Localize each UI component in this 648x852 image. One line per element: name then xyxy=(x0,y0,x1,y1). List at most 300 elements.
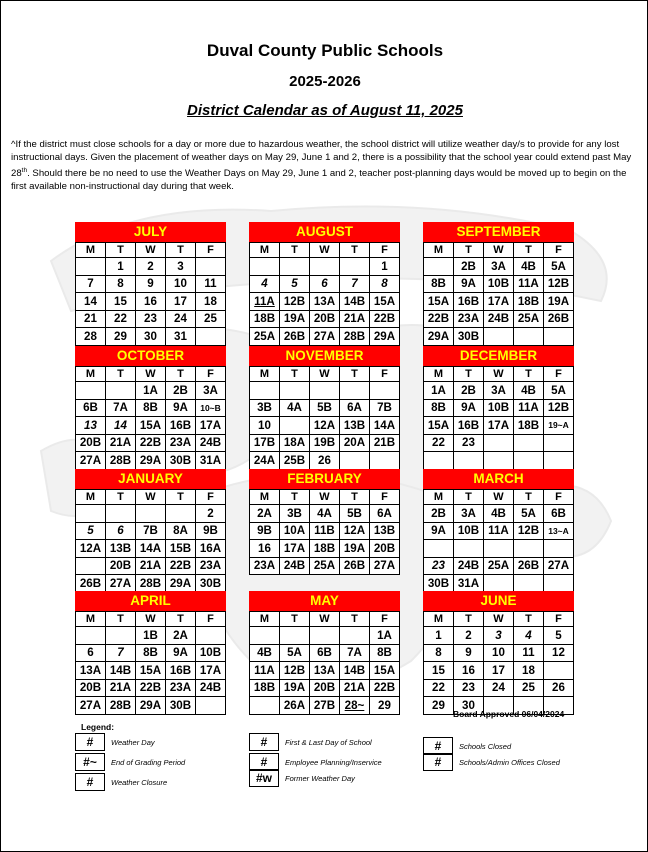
day-cell: 9A xyxy=(454,275,484,293)
day-cell: 18B xyxy=(514,293,544,311)
day-cell: 15A xyxy=(424,293,454,311)
day-cell: 28B xyxy=(136,575,166,593)
day-cell: 10B xyxy=(484,399,514,417)
month-september xyxy=(423,222,574,346)
day-cell: 12B xyxy=(280,293,310,311)
day-cell: 12 xyxy=(544,644,574,662)
week-row xyxy=(424,452,574,470)
week-row xyxy=(424,505,574,523)
day-cell: 20A xyxy=(340,434,370,452)
day-cell: 19A xyxy=(340,540,370,558)
week-row xyxy=(250,258,400,276)
weekday-label: W xyxy=(484,243,514,258)
week-row xyxy=(250,679,400,697)
day-cell: 11A xyxy=(484,522,514,540)
day-cell: 3B xyxy=(250,399,280,417)
legend-swatch: #w xyxy=(249,769,279,787)
day-cell: 24 xyxy=(166,310,196,328)
weekday-label: F xyxy=(196,367,226,382)
empty-cell xyxy=(310,258,340,276)
month-table xyxy=(75,366,226,470)
month-title: NOVEMBER xyxy=(249,346,400,366)
week-row xyxy=(250,522,400,540)
day-cell: 9A xyxy=(454,399,484,417)
day-cell: 27A xyxy=(76,452,106,470)
day-cell: 4A xyxy=(280,399,310,417)
legend-label: Weather Day xyxy=(111,737,155,747)
day-cell: 26B xyxy=(544,310,574,328)
day-cell: 22B xyxy=(424,310,454,328)
day-cell: 15 xyxy=(106,293,136,311)
weekday-label: T xyxy=(514,367,544,382)
weekday-label: W xyxy=(310,612,340,627)
day-cell: 17A xyxy=(196,417,226,435)
month-title: AUGUST xyxy=(249,222,400,242)
day-cell: 13A xyxy=(310,662,340,680)
week-row xyxy=(250,434,400,452)
week-row xyxy=(250,452,400,470)
weekday-label: T xyxy=(280,612,310,627)
day-cell: 30 xyxy=(454,697,484,715)
day-cell: 12B xyxy=(544,275,574,293)
month-table xyxy=(249,242,400,346)
day-cell: 16 xyxy=(136,293,166,311)
day-cell: 2 xyxy=(454,627,484,645)
month-title: FEBRUARY xyxy=(249,469,400,489)
day-cell: 30 xyxy=(454,452,484,470)
day-cell: 19B xyxy=(310,434,340,452)
day-cell: 10B xyxy=(196,644,226,662)
day-cell: 24B xyxy=(196,679,226,697)
weekday-label: T xyxy=(280,490,310,505)
week-row xyxy=(76,540,226,558)
weekday-label: T xyxy=(340,612,370,627)
weekday-label: W xyxy=(136,490,166,505)
weekday-label: W xyxy=(310,243,340,258)
day-cell: 28 xyxy=(370,452,400,470)
day-cell: 3A xyxy=(484,382,514,400)
weekday-label: T xyxy=(166,367,196,382)
week-row xyxy=(424,679,574,697)
day-cell: 17A xyxy=(196,662,226,680)
month-table xyxy=(75,611,226,715)
day-cell: 16A xyxy=(196,540,226,558)
empty-cell xyxy=(76,505,106,523)
note-superscript: th xyxy=(21,167,28,174)
week-row xyxy=(424,522,574,540)
day-cell: 21A xyxy=(136,557,166,575)
weekday-header-row xyxy=(76,490,226,505)
day-cell: 1 xyxy=(166,505,196,523)
day-cell: 26 xyxy=(310,452,340,470)
legend-item xyxy=(249,769,355,787)
week-row xyxy=(424,417,574,435)
week-row xyxy=(76,557,226,575)
day-cell: 18 xyxy=(514,662,544,680)
day-cell: 19A xyxy=(544,293,574,311)
legend-label: Schools/Admin Offices Closed xyxy=(459,757,560,767)
day-cell: 27A xyxy=(106,575,136,593)
day-cell: 4B xyxy=(250,644,280,662)
weekday-label: F xyxy=(370,612,400,627)
legend-swatch: # xyxy=(75,773,105,791)
day-cell: 19A xyxy=(280,310,310,328)
day-cell: 23 xyxy=(136,310,166,328)
month-february xyxy=(249,469,400,575)
day-cell: 21A xyxy=(340,679,370,697)
empty-cell xyxy=(544,328,574,346)
day-cell: 22B xyxy=(136,679,166,697)
weekday-label: M xyxy=(250,367,280,382)
day-cell: 17A xyxy=(484,417,514,435)
day-cell: 6 xyxy=(76,644,106,662)
day-cell: 18B xyxy=(514,417,544,435)
day-cell: 23 xyxy=(454,679,484,697)
week-row xyxy=(424,328,574,346)
empty-cell xyxy=(514,452,544,470)
empty-cell xyxy=(544,452,574,470)
day-cell: 4B xyxy=(514,258,544,276)
day-cell: 23 xyxy=(424,557,454,575)
day-cell: 11A xyxy=(514,399,544,417)
week-row xyxy=(424,644,574,662)
day-cell: 16 xyxy=(454,662,484,680)
day-cell: 30B xyxy=(166,697,196,715)
day-cell: 11B xyxy=(310,522,340,540)
legend-swatch: # xyxy=(249,733,279,751)
day-cell: 1A xyxy=(370,627,400,645)
day-cell: 5A xyxy=(544,258,574,276)
day-cell: 24 xyxy=(484,679,514,697)
day-cell: 5B xyxy=(310,399,340,417)
week-row xyxy=(424,310,574,328)
month-table xyxy=(75,242,226,346)
district-title: Duval County Public Schools xyxy=(206,41,444,60)
day-cell: 16B xyxy=(166,417,196,435)
week-row xyxy=(76,627,226,645)
day-cell: 23A xyxy=(454,310,484,328)
day-cell: 3 xyxy=(166,258,196,276)
day-cell: 26B xyxy=(514,557,544,575)
month-june xyxy=(423,591,574,715)
week-row xyxy=(250,644,400,662)
day-cell: 2A xyxy=(250,505,280,523)
week-row xyxy=(424,399,574,417)
week-row xyxy=(250,382,400,400)
weekday-label: T xyxy=(106,612,136,627)
day-cell: 9B xyxy=(250,522,280,540)
day-cell: 10 xyxy=(166,275,196,293)
day-cell: 9B xyxy=(196,522,226,540)
weekday-label: T xyxy=(166,612,196,627)
legend-swatch: #~ xyxy=(75,753,105,771)
day-cell: 18 xyxy=(484,540,514,558)
day-cell: 28B xyxy=(106,697,136,715)
month-title: JULY xyxy=(75,222,226,242)
day-cell: 5A xyxy=(280,644,310,662)
day-cell: 10 xyxy=(250,417,280,435)
weekday-label: T xyxy=(280,243,310,258)
day-cell: 4A xyxy=(310,505,340,523)
month-table xyxy=(249,611,400,715)
weekday-label: M xyxy=(424,612,454,627)
empty-cell xyxy=(106,627,136,645)
weekday-label: T xyxy=(454,490,484,505)
day-cell: 26 xyxy=(544,679,574,697)
day-cell: 15A xyxy=(370,662,400,680)
note-text-1: ^If the district must close schools for a day or more due to hazardous weather, the school district will utilize weather day/s to provide for any lost instructional days. Given the placement of weather days on May 29, June 1 and 2, there is a possibility that the school year could extend past May 28 xyxy=(11,139,632,180)
month-title: DECEMBER xyxy=(423,346,574,366)
day-cell: 8B xyxy=(136,399,166,417)
week-row xyxy=(250,540,400,558)
day-cell: 15A xyxy=(370,293,400,311)
day-cell: 10B xyxy=(484,275,514,293)
weekday-label: W xyxy=(136,243,166,258)
day-cell: 27A xyxy=(76,697,106,715)
empty-cell xyxy=(280,627,310,645)
day-cell: 29A xyxy=(370,328,400,346)
week-row xyxy=(424,293,574,311)
day-cell: 11 xyxy=(280,417,310,435)
school-year: 2025-2026 xyxy=(289,73,361,90)
day-cell: 29A xyxy=(136,452,166,470)
legend-label: Former Weather Day xyxy=(285,773,355,783)
day-cell: 15A xyxy=(136,662,166,680)
weekday-label: T xyxy=(280,367,310,382)
weekday-label: T xyxy=(514,612,544,627)
legend-label: Employee Planning/Inservice xyxy=(285,757,382,767)
day-cell: 30B xyxy=(196,575,226,593)
day-cell: 28~ xyxy=(340,697,370,715)
weekday-label: T xyxy=(340,490,370,505)
day-cell: 21 xyxy=(76,310,106,328)
day-cell: 23 xyxy=(454,434,484,452)
day-cell: 8B xyxy=(424,275,454,293)
weekday-header-row xyxy=(250,612,400,627)
day-cell: 10 xyxy=(484,644,514,662)
day-cell: 9A xyxy=(166,644,196,662)
day-cell: 4B xyxy=(514,382,544,400)
day-cell: 10B xyxy=(454,522,484,540)
day-cell: 1A xyxy=(424,382,454,400)
day-cell: 29A xyxy=(166,575,196,593)
day-cell: 25B xyxy=(280,452,310,470)
legend-item xyxy=(75,733,155,751)
day-cell: 22 xyxy=(424,679,454,697)
empty-cell xyxy=(76,382,106,400)
weekday-label: W xyxy=(484,490,514,505)
empty-cell xyxy=(280,382,310,400)
day-cell: 24B xyxy=(454,557,484,575)
day-cell: 13 xyxy=(76,417,106,435)
legend-label: Weather Closure xyxy=(111,777,168,787)
weekday-label: F xyxy=(544,243,574,258)
weekday-label: F xyxy=(544,612,574,627)
month-table xyxy=(249,366,400,470)
day-cell: 13B xyxy=(106,540,136,558)
day-cell: 14A xyxy=(370,417,400,435)
week-row xyxy=(424,627,574,645)
weekday-header-row xyxy=(76,243,226,258)
day-cell: 29 xyxy=(424,452,454,470)
weekday-label: W xyxy=(484,367,514,382)
day-cell: 2B xyxy=(424,505,454,523)
day-cell: 4 xyxy=(514,627,544,645)
day-cell: 7 xyxy=(76,275,106,293)
week-row xyxy=(424,557,574,575)
weekday-header-row xyxy=(424,490,574,505)
weekday-label: F xyxy=(196,612,226,627)
day-cell: 25 xyxy=(196,310,226,328)
day-cell: 30B xyxy=(424,575,454,593)
weekday-label: T xyxy=(166,243,196,258)
day-cell: 20B xyxy=(310,310,340,328)
day-cell: 14B xyxy=(106,662,136,680)
month-title: OCTOBER xyxy=(75,346,226,366)
weekday-label: M xyxy=(76,612,106,627)
day-cell: 23A xyxy=(166,434,196,452)
week-row xyxy=(250,505,400,523)
empty-cell xyxy=(106,382,136,400)
day-cell: 19A xyxy=(280,679,310,697)
day-cell: 8A xyxy=(166,522,196,540)
week-row xyxy=(250,275,400,293)
weekday-label: T xyxy=(340,367,370,382)
day-cell: 11A xyxy=(514,275,544,293)
day-cell: 6B xyxy=(310,644,340,662)
day-cell: 18B xyxy=(250,679,280,697)
day-cell: 29A xyxy=(136,697,166,715)
day-cell: 23A xyxy=(166,679,196,697)
day-cell: 18A xyxy=(280,434,310,452)
day-cell: 30 xyxy=(136,328,166,346)
weekday-label: T xyxy=(454,243,484,258)
day-cell: 15A xyxy=(424,417,454,435)
month-table xyxy=(423,366,574,470)
day-cell: 2 xyxy=(196,505,226,523)
empty-cell xyxy=(250,258,280,276)
empty-cell xyxy=(106,505,136,523)
day-cell: 7 xyxy=(340,275,370,293)
week-row xyxy=(76,452,226,470)
week-row xyxy=(76,258,226,276)
day-cell: 20B xyxy=(106,557,136,575)
day-cell: 27 xyxy=(340,452,370,470)
weather-note xyxy=(11,138,636,193)
weekday-label: F xyxy=(196,243,226,258)
day-cell: 28B xyxy=(340,328,370,346)
weekday-label: M xyxy=(250,612,280,627)
weekday-label: M xyxy=(250,243,280,258)
weekday-label: T xyxy=(514,243,544,258)
day-cell: 15B xyxy=(166,540,196,558)
day-cell: 4 xyxy=(250,275,280,293)
day-cell: 3A xyxy=(196,382,226,400)
week-row xyxy=(76,505,226,523)
day-cell: 25A xyxy=(250,328,280,346)
weekday-label: M xyxy=(250,490,280,505)
day-cell: 15 xyxy=(424,662,454,680)
day-cell: 12A xyxy=(310,417,340,435)
board-approved-note: Board Approved 06/04/2024 xyxy=(453,709,565,719)
day-cell: 1 xyxy=(424,258,454,276)
day-cell: 14 xyxy=(106,417,136,435)
day-cell: 29 xyxy=(370,697,400,715)
week-row xyxy=(250,328,400,346)
weekday-label: W xyxy=(310,367,340,382)
day-cell: 13B xyxy=(340,417,370,435)
day-cell: 24A xyxy=(250,452,280,470)
weekday-label: F xyxy=(544,367,574,382)
day-cell: 29 xyxy=(106,328,136,346)
day-cell: 30B xyxy=(454,328,484,346)
day-cell: 20B xyxy=(370,540,400,558)
legend-swatch: # xyxy=(423,753,453,771)
day-cell: 29 xyxy=(424,697,454,715)
weekday-label: T xyxy=(166,490,196,505)
day-cell: 7A xyxy=(340,644,370,662)
month-table xyxy=(75,489,226,593)
day-cell: 24B xyxy=(484,310,514,328)
month-title: MAY xyxy=(249,591,400,611)
empty-cell xyxy=(310,627,340,645)
day-cell: 23A xyxy=(196,557,226,575)
day-cell: 25A xyxy=(484,557,514,575)
day-cell: 18 xyxy=(196,293,226,311)
day-cell: 27A xyxy=(310,328,340,346)
empty-cell xyxy=(196,697,226,715)
weekday-label: T xyxy=(454,612,484,627)
weekday-label: M xyxy=(76,490,106,505)
day-cell: 21A xyxy=(106,434,136,452)
empty-cell xyxy=(76,258,106,276)
day-cell: 27A xyxy=(370,557,400,575)
weekday-label: T xyxy=(106,367,136,382)
weekday-label: T xyxy=(514,490,544,505)
weekday-label: W xyxy=(310,490,340,505)
month-table xyxy=(423,611,574,715)
empty-cell xyxy=(280,258,310,276)
empty-cell xyxy=(136,505,166,523)
week-row xyxy=(76,522,226,540)
month-may xyxy=(249,591,400,715)
day-cell: 7A xyxy=(106,399,136,417)
weekday-label: M xyxy=(76,367,106,382)
empty-cell xyxy=(514,575,544,593)
day-cell: 12B xyxy=(280,662,310,680)
day-cell: 20 xyxy=(544,540,574,558)
week-row xyxy=(76,275,226,293)
day-cell: 16 xyxy=(424,540,454,558)
day-cell: 19 xyxy=(76,557,106,575)
day-cell: 9 xyxy=(136,275,166,293)
week-row xyxy=(250,697,400,715)
week-row xyxy=(424,275,574,293)
day-cell: 31 xyxy=(166,328,196,346)
day-cell: 22 xyxy=(424,434,454,452)
day-cell: 17A xyxy=(280,540,310,558)
week-row xyxy=(76,575,226,593)
day-cell: 20B xyxy=(76,679,106,697)
day-cell: 17 xyxy=(166,293,196,311)
week-row xyxy=(76,417,226,435)
month-table xyxy=(423,242,574,346)
week-row xyxy=(424,434,574,452)
day-cell: 21B xyxy=(370,434,400,452)
day-cell: 22B xyxy=(166,557,196,575)
legend-label: First & Last Day of School xyxy=(285,737,372,747)
month-title: APRIL xyxy=(75,591,226,611)
